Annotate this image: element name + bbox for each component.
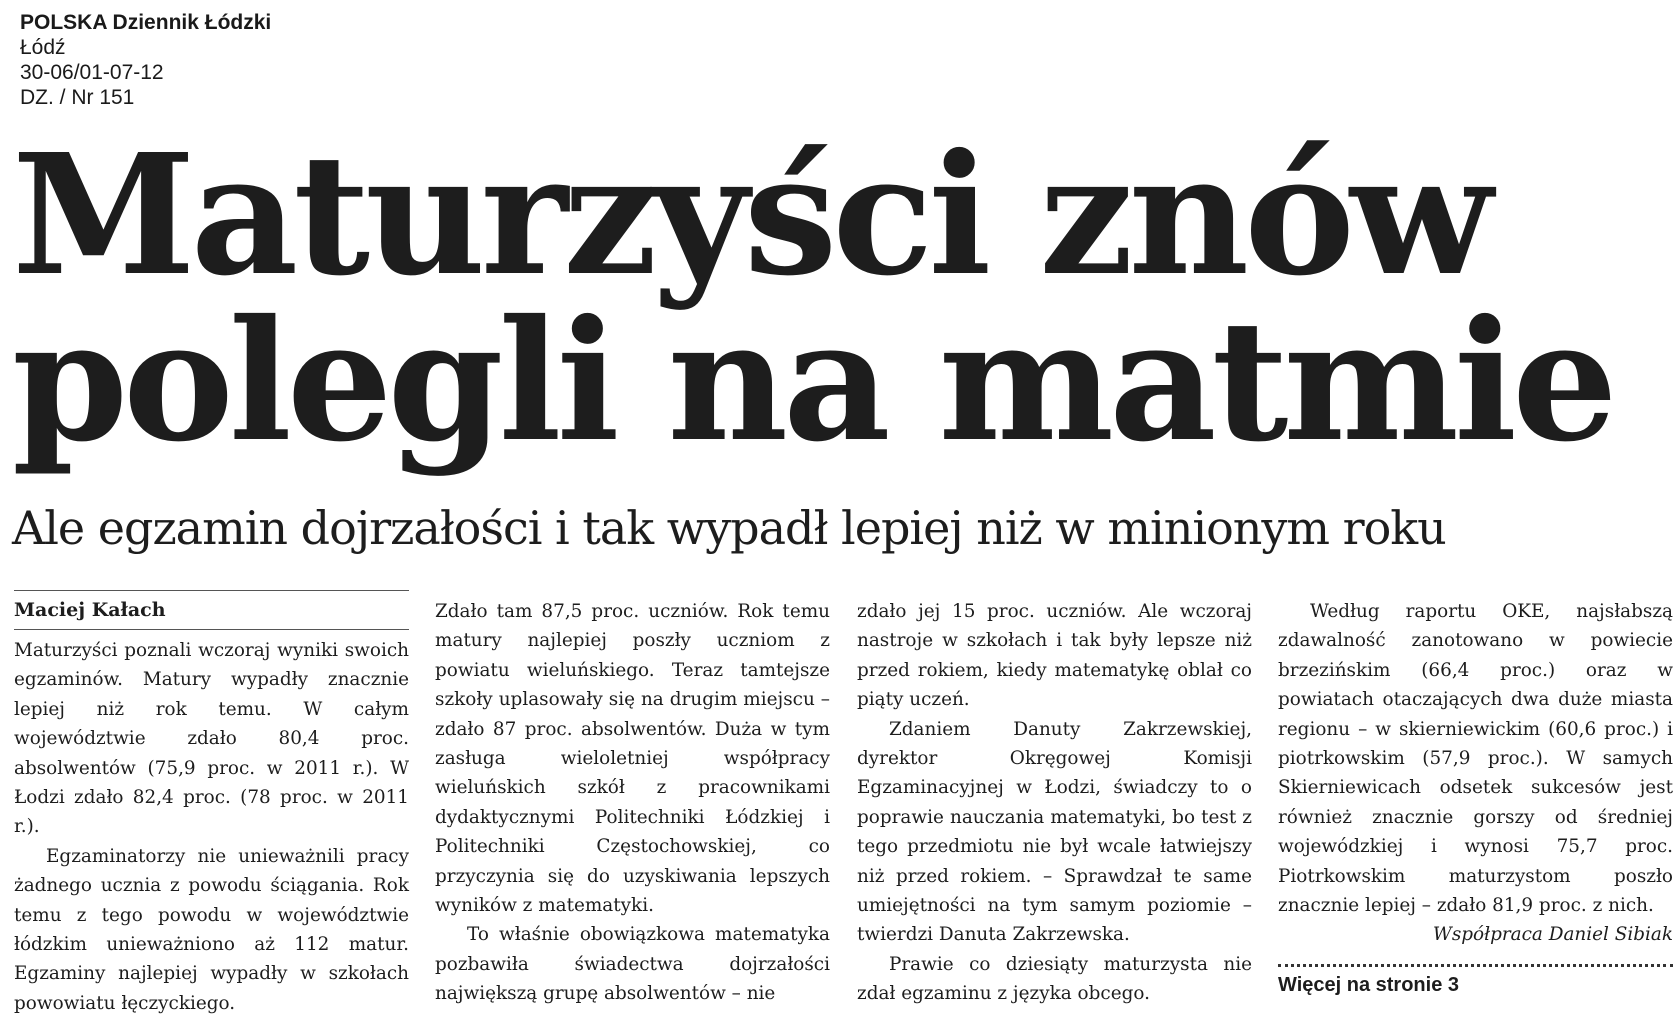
headline: [12, 118, 1662, 479]
publication-meta: [20, 10, 271, 110]
continued-on-page-link[interactable]: Więcej na stronie 3: [1278, 973, 1459, 996]
byline-top-rule: [14, 590, 409, 591]
article-column-1: [14, 590, 409, 1018]
paragraph: zdało jej 15 proc. uczniów. Ale wczoraj nastroje w szkołach i tak były lepsze niż przed rokiem, kiedy matematykę oblał co piąty uczeń.: [857, 601, 1252, 711]
article-column-4: [1278, 597, 1673, 999]
publication-name: POLSKA Dziennik Łódzki: [20, 11, 272, 34]
paragraph: Zdało tam 87,5 proc. uczniów. Rok temu matury najlepiej poszły uczniom z powiatu wieluńskiego. Teraz tamtejsze szkoły uplasowały się na drugim miejscu – zdało 87 proc. absolwentów. Duża w tym zasługa wieloletniej współpracy wieluńskich szkół z pracownikami dydaktycznymi Politechniki Łódzkiej i Politechniki Częstochowskiej, co przyczynia się do uzyskiwania lepszych wyników z matematyki.: [435, 601, 830, 917]
paragraph: Zdaniem Danuty Zakrzewskiej, dyrektor Okręgowej Komisji Egzaminacyjnej w Łodzi, świadczy to o poprawie nauczania matematyki, bo test z tego przedmiotu nie był wcale łatwiejszy niż przed rokiem. – Sprawdzał te same umiejętności na tym samym poziomie – twierdzi Danuta Zakrzewska.: [857, 718, 1252, 946]
headline-line-1: Maturzyści znów: [12, 118, 1488, 313]
paragraph: Prawie co dziesiąty maturzysta nie zdał egzaminu z języka obcego.: [857, 953, 1252, 1005]
paragraph: Maturzyści poznali wczoraj wyniki swoich egzaminów. Matury wypadły znacznie lepiej niż rok temu. W całym województwie zdało 80,4 proc. absolwentów (75,9 proc. w 2011 r.). W Łodzi zdało 82,4 proc. (78 proc. w 2011 r.).: [14, 640, 409, 838]
byline-bottom-rule: [14, 629, 409, 630]
article-column-2: [435, 597, 830, 1009]
article-column-3: [857, 597, 1252, 1009]
paragraph: To właśnie obowiązkowa matematyka pozbawiła świadectwa dojrzałości największą grupę absolwentów – nie: [435, 924, 830, 1005]
paragraph: Według raportu OKE, najsłabszą zdawalność zanotowano w powiecie brzezińskim (66,4 proc.) oraz w powiatach otaczających dwa duże miasta regionu – w skierniewickim (60,6 proc.) i piotrkowskim (57,9 proc.). W samych Skierniewicach odsetek sukcesów jest również znacznie gorszy od średniej wojewódzkiej i wynosi 75,7 proc. Piotrkowskim maturzystom poszło znacznie lepiej – zdało 81,9 proc. z nich.: [1278, 601, 1673, 917]
contributor-credit: Współpraca Daniel Sibiak: [1432, 924, 1673, 946]
subheadline: Ale egzamin dojrzałości i tak wypadł lepiej niż w minionym roku: [12, 501, 1446, 555]
byline: Maciej Kałach: [14, 599, 166, 621]
publication-date: 30-06/01-07-12: [20, 61, 164, 84]
dotted-separator: [1278, 964, 1673, 967]
publication-city: Łódź: [20, 36, 66, 59]
paragraph: Egzaminatorzy nie unieważnili pracy żadnego ucznia z powodu ściągania. Rok temu z tego powodu w województwie łódzkim unieważniono aż 112 matur. Egzaminy najlepiej wypadły w szkołach powowiatu łęczyckiego.: [14, 845, 409, 1014]
publication-issue: DZ. / Nr 151: [20, 86, 135, 109]
headline-line-2: polegli na matmie: [12, 284, 1613, 479]
